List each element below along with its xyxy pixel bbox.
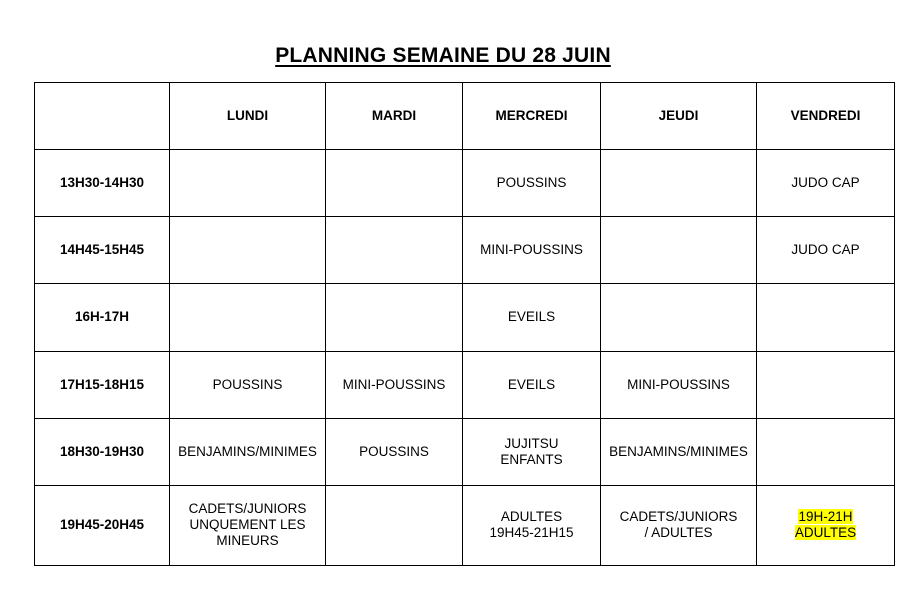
- session-line: 19H45-21H15: [489, 525, 574, 541]
- session-cell: [601, 284, 757, 351]
- time-slot: 16H-17H: [35, 284, 170, 351]
- table-row: [35, 418, 895, 485]
- session-cell: EVEILS: [463, 284, 601, 351]
- session-cell: [463, 418, 601, 485]
- table-row: [35, 485, 895, 565]
- session-line: JUJITSU: [504, 435, 559, 451]
- session-line: CADETS/JUNIORS: [619, 509, 738, 525]
- day-header-lundi: LUNDI: [170, 83, 326, 150]
- session-cell: [326, 485, 463, 565]
- corner-cell: [35, 83, 170, 150]
- time-slot: 14H45-15H45: [35, 217, 170, 284]
- session-line: / ADULTES: [644, 525, 713, 541]
- session-cell: [601, 485, 757, 565]
- session-cell: MINI-POUSSINS: [463, 217, 601, 284]
- time-slot: 17H15-18H15: [35, 351, 170, 418]
- session-line: ADULTES: [500, 509, 563, 525]
- session-cell: POUSSINS: [170, 351, 326, 418]
- table-row: [35, 150, 895, 217]
- session-cell: [170, 217, 326, 284]
- session-cell: BENJAMINS/MINIMES: [170, 418, 326, 485]
- session-cell: JUDO CAP: [757, 150, 895, 217]
- session-cell: JUDO CAP: [757, 217, 895, 284]
- session-cell: BENJAMINS/MINIMES: [601, 418, 757, 485]
- session-cell: [757, 351, 895, 418]
- session-cell: [601, 150, 757, 217]
- session-line: CADETS/JUNIORS: [188, 501, 307, 517]
- session-cell: [326, 217, 463, 284]
- session-cell: [463, 485, 601, 565]
- table-row: [35, 217, 895, 284]
- session-cell: [757, 418, 895, 485]
- session-line: ENFANTS: [500, 451, 563, 467]
- session-cell: [170, 150, 326, 217]
- day-header-jeudi: JEUDI: [601, 83, 757, 150]
- time-slot: 19H45-20H45: [35, 485, 170, 565]
- page-title: PLANNING SEMAINE DU 28 JUIN: [275, 44, 611, 67]
- session-cell: POUSSINS: [326, 418, 463, 485]
- session-cell: [170, 485, 326, 565]
- session-cell: [326, 150, 463, 217]
- session-line: UNQUEMENT LES: [189, 517, 306, 533]
- session-cell: [757, 485, 895, 565]
- day-header-mercredi: MERCREDI: [463, 83, 601, 150]
- table-row: [35, 351, 895, 418]
- session-cell: [326, 284, 463, 351]
- header-row: [35, 83, 895, 150]
- session-cell: POUSSINS: [463, 150, 601, 217]
- schedule-table: [34, 82, 895, 566]
- time-slot: 18H30-19H30: [35, 418, 170, 485]
- session-line: MINEURS: [216, 533, 279, 549]
- table-row: [35, 284, 895, 351]
- session-cell: MINI-POUSSINS: [601, 351, 757, 418]
- session-cell: EVEILS: [463, 351, 601, 418]
- day-header-vendredi: VENDREDI: [757, 83, 895, 150]
- highlighted-session-line: 19H-21H: [798, 509, 853, 525]
- highlighted-session-line: ADULTES: [794, 525, 857, 541]
- day-header-mardi: MARDI: [326, 83, 463, 150]
- session-cell: [170, 284, 326, 351]
- session-cell: [757, 284, 895, 351]
- session-cell: MINI-POUSSINS: [326, 351, 463, 418]
- time-slot: 13H30-14H30: [35, 150, 170, 217]
- session-cell: [601, 217, 757, 284]
